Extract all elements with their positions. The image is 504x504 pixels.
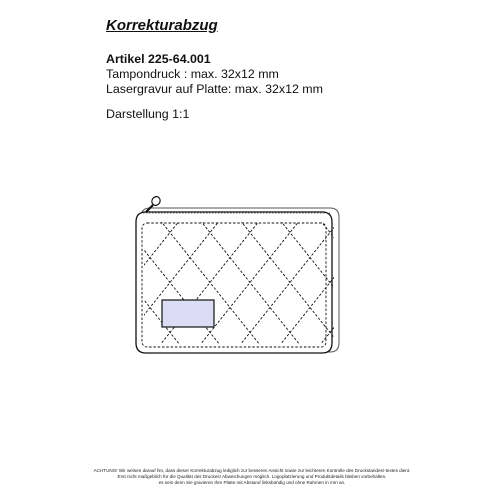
disclaimer-line: es sein denn Sie gravieren Ihre Platte mit Abstand linksbündig und ohne Rahmen in mm an. [158,480,346,485]
pad-print-size: Tampondruck : max. 32x12 mm [106,67,279,81]
disclaimer-line: Erst nicht maßgeblich für die Qualität des Druckes! Abweichungen möglich. Logoplatzierung und Produktdetails bleiben vorbehalten. [117,474,387,479]
disclaimer-line: ACHTUNG! Wir weisen darauf hin, dass dieser Korrekturabzug lediglich zur besseren Ansicht sowie zur leichteren Kontrolle des Druckstandes/-textes dient. [93,468,411,473]
imprint-area [162,300,214,327]
article-number: Artikel 225-64.001 [106,52,211,66]
pouch-body [136,212,332,353]
disclaimer [60,468,444,486]
scale-label: Darstellung 1:1 [106,107,190,121]
page-title: Korrekturabzug [106,17,218,34]
laser-engraving-size: Lasergravur auf Platte: max. 32x12 mm [106,82,323,96]
